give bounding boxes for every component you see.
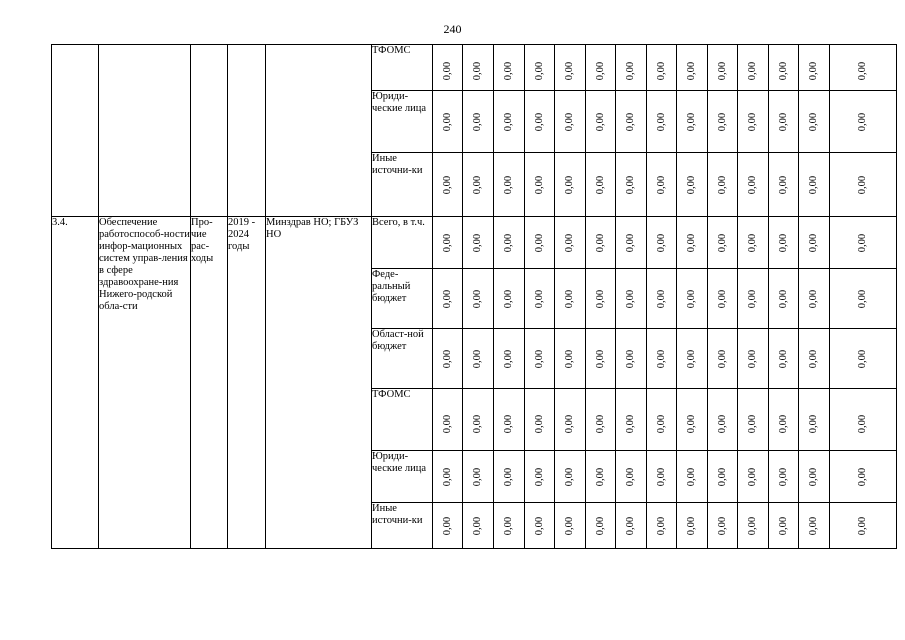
funding-source: Област-ной бюджет [372,329,433,389]
value-cell [647,45,677,91]
value-text: 0,00 [857,415,868,434]
value-text: 0,00 [564,467,575,486]
value-text: 0,00 [625,415,636,434]
value-cell [463,451,494,503]
value-cell [738,503,769,549]
value-cell [647,269,677,329]
value-cell [616,153,647,217]
value-cell [525,329,555,389]
value-text: 0,00 [533,289,545,308]
value-text: 0,00 [777,467,789,486]
value-cell [433,389,463,451]
value-text: 0,00 [533,516,545,535]
value-cell [708,153,738,217]
value-text: 0,00 [441,112,453,131]
value-text: 0,00 [655,112,667,131]
value-cell [708,503,738,549]
value-cell [647,503,677,549]
value-text: 0,00 [857,175,868,194]
value-text: 0,00 [716,516,728,535]
value-text: 0,00 [594,175,606,194]
value-text: 0,00 [533,112,545,131]
value-text: 0,00 [472,467,483,486]
value-cell [708,269,738,329]
value-cell [799,451,830,503]
value-text: 0,00 [808,175,819,194]
value-cell [677,503,708,549]
value-cell [494,329,525,389]
value-cell [677,91,708,153]
value-text: 0,00 [533,467,545,486]
value-text: 0,00 [857,233,868,252]
value-cell [616,389,647,451]
value-cell [494,389,525,451]
value-text: 0,00 [686,112,697,131]
value-cell [708,217,738,269]
value-text: 0,00 [594,112,606,131]
value-text: 0,00 [625,516,636,535]
value-cell [769,269,799,329]
name-cell-empty [99,45,191,217]
value-text: 0,00 [686,61,697,81]
value-text: 0,00 [686,467,697,486]
funding-source: Юриди-ческие лица [372,451,433,503]
value-cell [433,45,463,91]
value-cell [738,217,769,269]
value-cell [799,45,830,91]
value-cell [677,329,708,389]
value-cell [769,451,799,503]
value-cell [525,389,555,451]
value-text: 0,00 [655,233,667,252]
value-cell [647,389,677,451]
value-cell [463,389,494,451]
value-cell [433,503,463,549]
value-text: 0,00 [564,112,575,131]
value-text: 0,00 [533,61,545,81]
value-cell [769,45,799,91]
value-cell [586,153,616,217]
value-cell [586,45,616,91]
value-cell [525,503,555,549]
value-text: 0,00 [564,289,575,308]
value-cell [738,389,769,451]
value-text: 0,00 [716,61,728,81]
table-row [52,217,897,269]
value-text: 0,00 [808,516,819,535]
item-executor: Минздрав НО; ГБУЗ НО [266,217,372,549]
value-cell [799,269,830,329]
value-cell [799,91,830,153]
value-text: 0,00 [441,415,453,434]
value-text: 0,00 [533,415,545,434]
value-text: 0,00 [808,349,819,368]
item-category: Про-чие рас-ходы [191,217,228,549]
value-cell [525,91,555,153]
value-cell [738,269,769,329]
value-text: 0,00 [857,467,868,486]
value-cell [738,451,769,503]
value-text: 0,00 [686,516,697,535]
value-text: 0,00 [472,415,483,434]
value-text: 0,00 [857,61,868,81]
value-cell [555,153,586,217]
page-number: 240 [443,22,462,36]
value-cell [494,503,525,549]
value-text: 0,00 [503,61,514,81]
funding-source: Юриди-ческие лица [372,91,433,153]
value-cell [463,269,494,329]
value-cell [647,451,677,503]
value-text: 0,00 [716,415,728,434]
value-cell [647,91,677,153]
value-cell [769,503,799,549]
value-cell [677,451,708,503]
value-cell [555,503,586,549]
value-text: 0,00 [503,112,514,131]
value-text: 0,00 [441,516,453,535]
value-text: 0,00 [808,467,819,486]
value-cell [433,91,463,153]
value-cell [586,329,616,389]
value-text: 0,00 [564,175,575,194]
value-cell [769,389,799,451]
value-cell [525,269,555,329]
value-text: 0,00 [503,516,514,535]
value-text: 0,00 [625,175,636,194]
item-period: 2019 - 2024 годы [228,217,266,549]
value-cell [799,389,830,451]
value-text: 0,00 [625,112,636,131]
value-cell [555,91,586,153]
value-text: 0,00 [655,467,667,486]
value-cell [555,45,586,91]
value-text: 0,00 [441,61,453,81]
value-cell [677,269,708,329]
value-cell [586,451,616,503]
value-text: 0,00 [686,349,697,368]
budget-table [51,44,897,549]
value-text: 0,00 [441,289,453,308]
value-cell [616,91,647,153]
value-text: 0,00 [594,233,606,252]
value-text: 0,00 [777,112,789,131]
value-cell [769,329,799,389]
value-text: 0,00 [564,233,575,252]
value-text: 0,00 [441,467,453,486]
value-cell [769,91,799,153]
value-cell [433,329,463,389]
value-cell [433,153,463,217]
value-cell [463,217,494,269]
value-cell [433,217,463,269]
value-text: 0,00 [716,289,728,308]
value-text: 0,00 [777,289,789,308]
value-text: 0,00 [716,175,728,194]
value-cell [647,217,677,269]
value-text: 0,00 [503,289,514,308]
value-cell [525,217,555,269]
value-text: 0,00 [472,233,483,252]
value-cell [799,217,830,269]
value-cell [433,269,463,329]
value-text: 0,00 [625,467,636,486]
value-text: 0,00 [808,415,819,434]
value-cell [830,329,897,389]
value-cell [677,217,708,269]
value-text: 0,00 [747,112,758,131]
value-cell [525,153,555,217]
value-text: 0,00 [777,61,789,81]
value-text: 0,00 [777,415,789,434]
value-text: 0,00 [747,467,758,486]
value-text: 0,00 [594,289,606,308]
value-cell [708,389,738,451]
value-text: 0,00 [777,349,789,368]
value-text: 0,00 [503,233,514,252]
value-cell [647,329,677,389]
value-text: 0,00 [686,233,697,252]
table-row [52,45,897,91]
value-cell [586,389,616,451]
value-text: 0,00 [503,349,514,368]
value-cell [799,329,830,389]
value-text: 0,00 [716,112,728,131]
value-text: 0,00 [655,516,667,535]
value-text: 0,00 [533,175,545,194]
value-cell [799,153,830,217]
value-cell [769,217,799,269]
value-cell [830,91,897,153]
value-text: 0,00 [472,112,483,131]
item-number: 3.4. [52,217,99,549]
value-text: 0,00 [441,349,453,368]
value-text: 0,00 [655,289,667,308]
value-text: 0,00 [594,61,606,81]
value-text: 0,00 [716,467,728,486]
funding-source: Иные источни-ки [372,503,433,549]
value-cell [830,45,897,91]
value-text: 0,00 [857,112,868,131]
value-text: 0,00 [472,349,483,368]
value-cell [525,45,555,91]
number-cell-empty [52,45,99,217]
value-cell [830,503,897,549]
value-text: 0,00 [625,349,636,368]
value-cell [708,451,738,503]
category-cell-empty [191,45,228,217]
value-cell [494,91,525,153]
value-cell [830,389,897,451]
value-text: 0,00 [777,516,789,535]
value-text: 0,00 [472,61,483,81]
value-text: 0,00 [808,112,819,131]
value-text: 0,00 [594,415,606,434]
value-text: 0,00 [777,175,789,194]
value-text: 0,00 [472,289,483,308]
value-text: 0,00 [472,175,483,194]
value-cell [463,503,494,549]
value-text: 0,00 [655,415,667,434]
value-cell [677,389,708,451]
value-cell [830,153,897,217]
value-text: 0,00 [655,61,667,81]
value-text: 0,00 [503,415,514,434]
value-cell [525,451,555,503]
value-text: 0,00 [625,289,636,308]
value-text: 0,00 [594,467,606,486]
value-text: 0,00 [533,349,545,368]
value-text: 0,00 [564,349,575,368]
value-cell [647,153,677,217]
value-text: 0,00 [857,516,868,535]
value-cell [830,217,897,269]
value-text: 0,00 [747,233,758,252]
value-cell [769,153,799,217]
value-cell [463,329,494,389]
value-cell [708,329,738,389]
value-cell [555,451,586,503]
item-name: Обеспечение работоспособ-ности инфор-мационных систем управ-ления в сфере здравоохране-ния Нижего-родской обла-сти [99,217,191,549]
value-cell [494,217,525,269]
value-cell [463,91,494,153]
value-cell [708,45,738,91]
value-text: 0,00 [625,233,636,252]
value-cell [830,451,897,503]
value-text: 0,00 [808,61,819,81]
value-cell [494,45,525,91]
value-cell [586,91,616,153]
value-cell [738,91,769,153]
value-cell [586,269,616,329]
value-cell [830,269,897,329]
value-text: 0,00 [686,175,697,194]
value-text: 0,00 [441,175,453,194]
value-cell [616,503,647,549]
value-cell [494,451,525,503]
value-cell [555,389,586,451]
value-text: 0,00 [686,415,697,434]
value-cell [494,269,525,329]
value-text: 0,00 [564,516,575,535]
value-text: 0,00 [747,289,758,308]
value-text: 0,00 [716,233,728,252]
value-cell [738,153,769,217]
value-text: 0,00 [503,175,514,194]
period-cell-empty [228,45,266,217]
funding-source: Феде-ральный бюджет [372,269,433,329]
value-text: 0,00 [655,175,667,194]
value-cell [463,45,494,91]
value-text: 0,00 [564,415,575,434]
value-cell [586,217,616,269]
value-text: 0,00 [716,349,728,368]
value-cell [616,217,647,269]
value-text: 0,00 [857,289,868,308]
value-text: 0,00 [808,289,819,308]
value-text: 0,00 [625,61,636,81]
value-cell [677,153,708,217]
value-text: 0,00 [472,516,483,535]
value-text: 0,00 [594,349,606,368]
value-text: 0,00 [686,289,697,308]
value-cell [555,269,586,329]
funding-source: Всего, в т.ч. [372,217,433,269]
executor-cell-empty [266,45,372,217]
value-text: 0,00 [564,61,575,81]
value-cell [494,153,525,217]
value-cell [555,217,586,269]
funding-source: ТФОМС [372,45,433,91]
value-text: 0,00 [655,349,667,368]
value-text: 0,00 [533,233,545,252]
value-cell [708,91,738,153]
value-cell [616,451,647,503]
value-cell [555,329,586,389]
value-cell [463,153,494,217]
value-cell [616,269,647,329]
value-text: 0,00 [594,516,606,535]
value-text: 0,00 [747,415,758,434]
value-text: 0,00 [808,233,819,252]
value-cell [677,45,708,91]
value-text: 0,00 [503,467,514,486]
value-cell [616,329,647,389]
value-cell [738,45,769,91]
value-text: 0,00 [747,175,758,194]
value-cell [799,503,830,549]
funding-source: ТФОМС [372,389,433,451]
value-cell [586,503,616,549]
value-text: 0,00 [441,233,453,252]
value-text: 0,00 [747,516,758,535]
funding-source: Иные источни-ки [372,153,433,217]
value-cell [738,329,769,389]
value-text: 0,00 [747,349,758,368]
value-text: 0,00 [857,349,868,368]
value-text: 0,00 [777,233,789,252]
value-text: 0,00 [747,61,758,81]
value-cell [616,45,647,91]
value-cell [433,451,463,503]
